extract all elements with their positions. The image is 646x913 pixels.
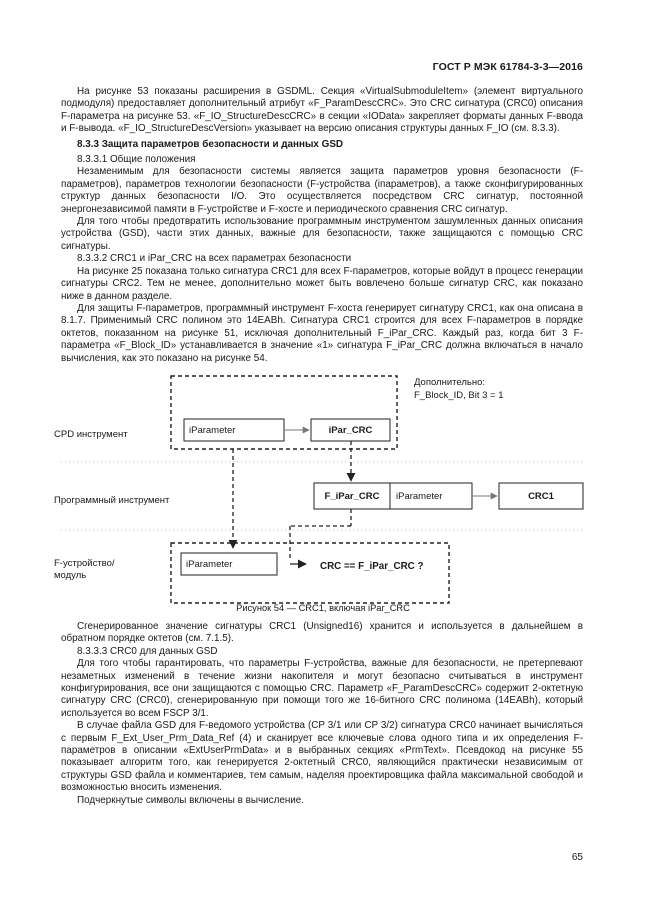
note-additional: Дополнительно: [414, 377, 486, 388]
paragraph-figure25: На рисунке 25 показана только сигнатура CRC1 для всех F-параметров, которые войдут в процесс генерации сигнатуры CRC2. Тем не менее, дополнительно может быть вовлечено больше сигнатур CRC, как показано ниже в данном разделе. [61, 265, 583, 302]
section-heading-8-3-3: 8.3.3 Защита параметров безопасности и данных GSD [77, 138, 344, 150]
subsection-heading-8-3-3-2: 8.3.3.2 CRC1 и iPar_CRC на всех параметрах безопасности [77, 253, 352, 265]
compare-expression: CRC == F_iPar_CRC ? [320, 560, 424, 572]
subsection-heading-8-3-3-1: 8.3.3.1 Общие положения [77, 154, 196, 166]
paragraph-gsd-file: В случае файла GSD для F-ведомого устройства (CP 3/1 или CP 3/2) сигнатура CRC0 начинает вычисляться с первым F_Ext_User_Prm_Data_Ref (4) и сканирует все ключевые слова одного типа и их определения F-параметров в описании «ExtUserPrmData» и в выбранных секциях «PrmText». Псевдокод на рисунке 55 показывает алгоритм того, как генерируется 2-октетный CRC0, являющийся практически независимым от структуры GSD файла и комментариев, тем самым, наделяя проектировщика файла максимальной свободой и возможностью вносить изменения. [61, 720, 583, 794]
box-iparameter-mid: iParameter [396, 490, 443, 502]
row-label-software-tool: Программный инструмент [54, 495, 170, 506]
page-number: 65 [571, 852, 583, 863]
paragraph-crc0-guarantee: Для того чтобы гарантировать, что параметры F-устройства, важные для безопасности, не претерпевают незаметных изменений в течение жизни накопителя и могут безопасно считываться в инструмент конфигурирования, все они защищаются с помощью CRC. Параметр «F_ParamDescCRC» содержит 2-октетную сигнатуру CRC (CRC0), сгенерированную при помощи того же 16-битного CRC полинома (14EABh), который используется во всем FSCP 3/1. [61, 658, 583, 719]
subsection-heading-8-3-3-3: 8.3.3.3 CRC0 для данных GSD [77, 645, 218, 657]
paragraph-gsdml: На рисунке 53 показаны расширения в GSDML. Секция «VirtualSubmoduleItem» (элемент виртуального подмодуля) предоставляет дополнительный атрибут «F_ParamDescCRC». Это CRC сигнатура (CRC0) описания F-параметра на рисунке 53. «F_IO_StructureDescCRC» в секции «IOData» закрепляет форматы данных F-ввода и F-вывода. «F_IO_StructureDescVersion» указывает на версию описания структуры данных F_IO (см. 8.3.3). [61, 86, 583, 135]
figure-54-diagram [0, 365, 646, 625]
note-block-id: F_Block_ID, Bit 3 = 1 [414, 390, 504, 401]
paragraph-protection: Незаменимым для безопасности системы является защита параметров уровня безопасности (F-параметров), параметров технологии безопасности (F-устройства (iпараметров), а также сконфигурированных структур данных безопасности I/O. Это осуществляется посредством CRC сигнатур, постоянной энергонезависимой памяти в F-устройстве и F-хосте и периодического сравнения CRC сигнатур. [61, 166, 583, 215]
box-iparameter-top: iParameter [189, 424, 236, 436]
row-label-module: модуль [54, 570, 87, 581]
standard-header: ГОСТ Р МЭК 61784-3-3—2016 [432, 61, 583, 73]
row-label-f-device: F-устройство/ [54, 558, 115, 569]
paragraph-gsd-crc: Для того чтобы предотвратить использование программным инструментом зашумленных данных описания устройства (GSD), части этих данных, важные для безопасности, также защищаются с помощью CRC сигнатуры. [61, 216, 583, 252]
box-crc1: CRC1 [528, 490, 554, 502]
figure-caption: Рисунок 54 — CRC1, включая iPar_CRC [236, 603, 410, 613]
paragraph-crc1: Для защиты F-параметров, программный инструмент F-хоста генерирует сигнатуру CRC1, как она описана в 8.1.7. Применимый CRC полином это 14EABh. Сигнатура CRC1 строится для всех F-параметров в порядке октетов, показанном на рисунке 51, исключая дополнительный F_iPar_CRC. Каждый раз, когда бит 3 F-параметра «F_Block_ID» устанавливается в значение «1» сигнатура F_iPar_CRC должна включаться в начало вычисления, как это показано на рисунке 54. [61, 302, 583, 364]
box-iparameter-bottom: iParameter [186, 558, 233, 570]
paragraph-underlined: Подчеркнутые символы включены в вычисление. [77, 794, 305, 806]
box-ipar-crc: iPar_CRC [328, 424, 373, 436]
paragraph-crc1-storage: Сгенерированное значение сигнатуры CRC1 (Unsigned16) хранится и используется в дальнейшем в обратном порядке октетов (см. 7.1.5). [61, 621, 583, 645]
text-block-top [61, 86, 583, 365]
text-block-bottom [61, 621, 583, 807]
row-label-cpd-tool: CPD инструмент [54, 429, 128, 440]
box-f-ipar-crc: F_iPar_CRC [324, 490, 380, 502]
